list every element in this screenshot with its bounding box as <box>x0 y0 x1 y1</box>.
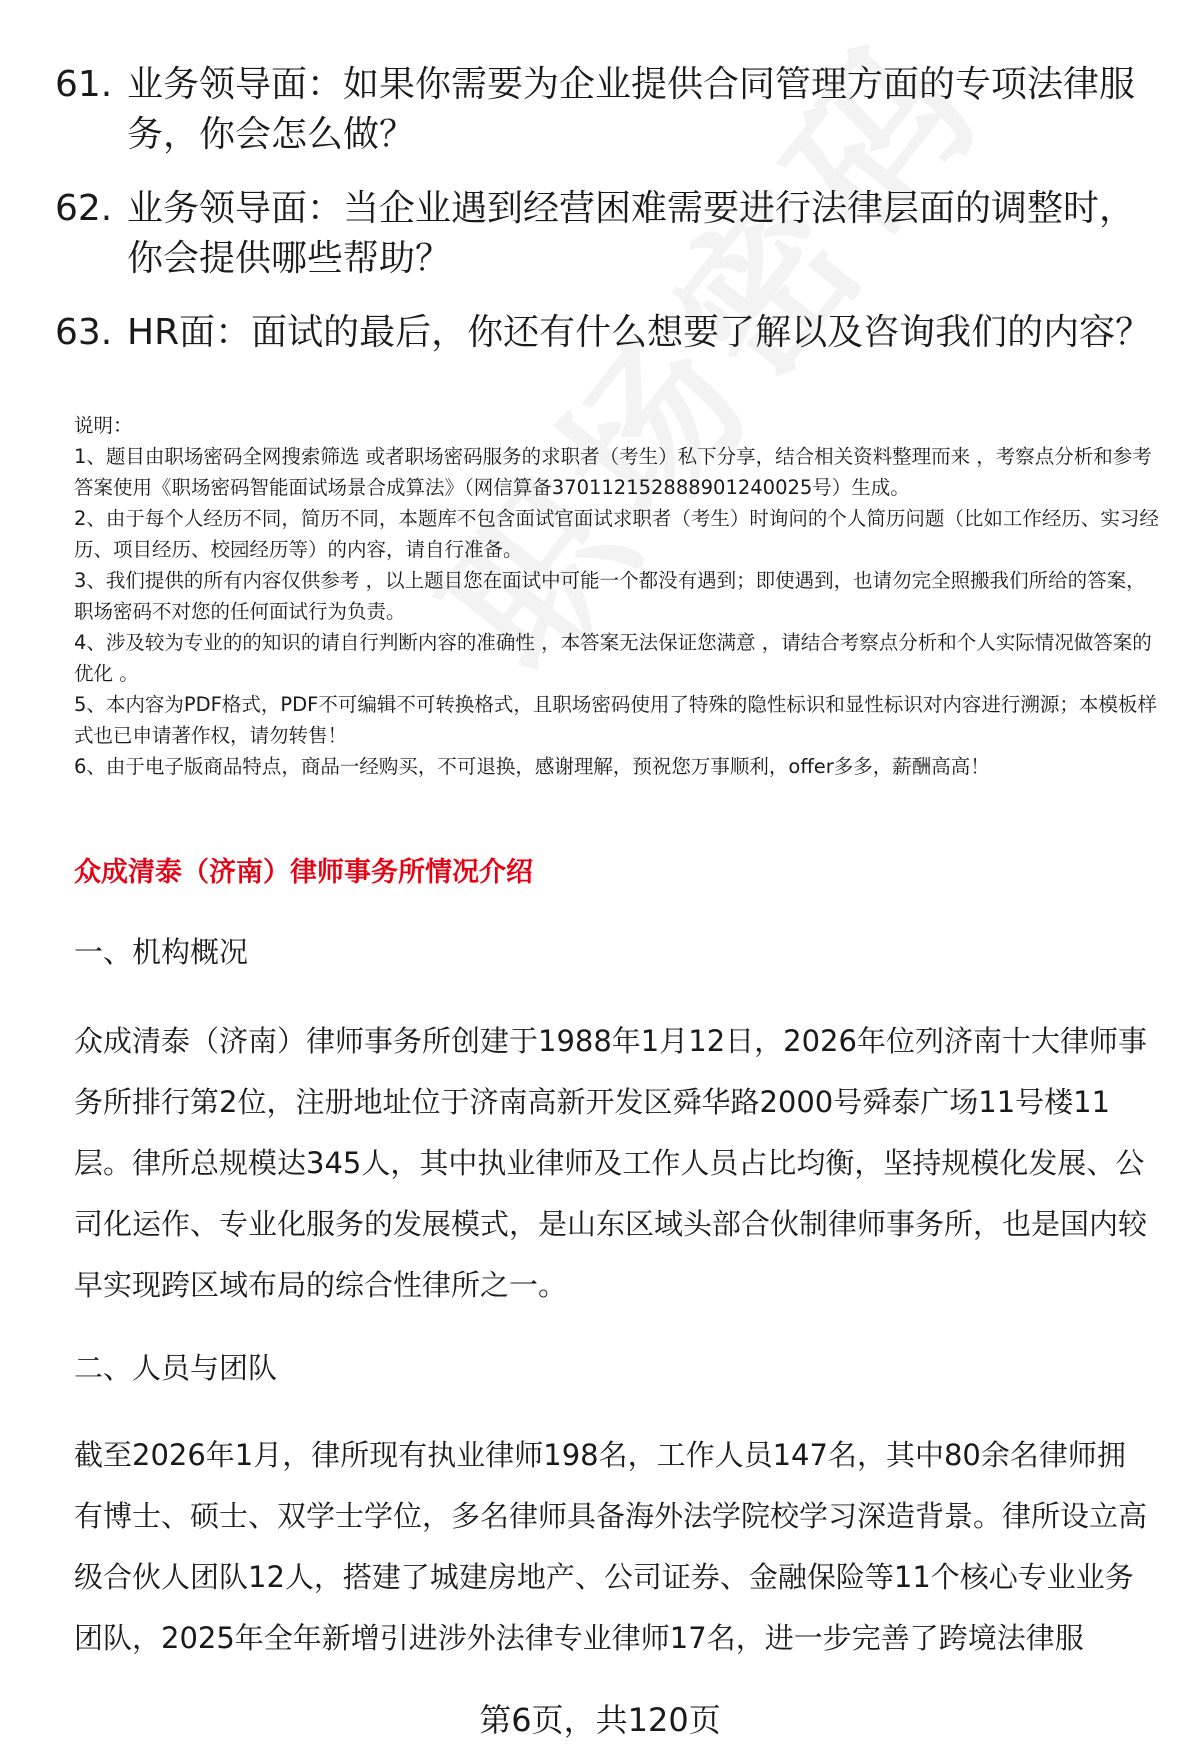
question-list <box>55 60 1155 382</box>
page-number: 第6页，共120页 <box>479 1701 721 1739</box>
note-item: 2、由于每个人经历不同，简历不同，本题库不包含面试官面试求职者（考生）时询问的个人简历问题（比如工作经历、实习经历、项目经历、校园经历等）的内容，请自行准备。 <box>74 507 1159 561</box>
question-item <box>55 60 1155 160</box>
question-number: 63. <box>55 312 113 353</box>
question-text: 业务领导面：如果你需要为企业提供合同管理方面的专项法律服务，你会怎么做？ <box>127 64 1136 155</box>
question-text: 业务领导面：当企业遇到经营困难需要进行法律层面的调整时，你会提供哪些帮助？ <box>127 188 1136 279</box>
question-number: 62. <box>55 188 113 229</box>
note-item: 3、我们提供的所有内容仅供参考 ，以上题目您在面试中可能一个都没有遇到；即使遇到，也请勿完全照搬我们所给的答案，职场密码不对您的任何面试行为负责。 <box>74 569 1146 623</box>
note-item: 4、涉及较为专业的的知识的请自行判断内容的准确性 ，本答案无法保证您满意 ，请结合考察点分析和个人实际情况做答案的优化 。 <box>74 631 1152 685</box>
section-heading-team: 二、人员与团队 <box>74 1351 278 1385</box>
question-item <box>55 184 1155 284</box>
question-item <box>55 308 1155 358</box>
note-item: 5、本内容为PDF格式，PDF不可编辑不可转换格式，且职场密码使用了特殊的隐性标识和显性标识对内容进行溯源；本模板样式也已申请著作权，请勿转售！ <box>74 693 1157 747</box>
section-body-team: 截至2026年1月，律所现有执业律师198名，工作人员147名，其中80余名律师拥有博士、硕士、双学士学位，多名律师具备海外法学院校学习深造背景。律所设立高级合伙人团队12人，搭建了城建房地产、公司证券、金融保险等11个核心专业业务团队，2025年全年新增引进涉外法律专业律师17名，进一步完善了跨境法律服 <box>74 1438 1148 1655</box>
question-text: HR面：面试的最后，你还有什么想要了解以及咨询我们的内容？ <box>127 312 1152 353</box>
notes-title: 说明： <box>74 414 133 437</box>
disclaimer-notes <box>74 410 1160 782</box>
section-body-overview: 众成清泰（济南）律师事务所创建于1988年1月12日，2026年位列济南十大律师事务所排行第2位，注册地址位于济南高新开发区舜华路2000号舜泰广场11号楼11层。律所总规模达345人，其中执业律师及工作人员占比均衡，坚持规模化发展、公司化运作、专业化服务的发展模式，是山东区域头部合伙制律师事务所，也是国内较早实现跨区域布局的综合性律所之一。 <box>74 1024 1148 1302</box>
question-number: 61. <box>55 64 113 105</box>
firm-intro-title: 众成清泰（济南）律师事务所情况介绍 <box>74 857 533 888</box>
note-item: 1、题目由职场密码全网搜索筛选 或者职场密码服务的求职者（考生）私下分享，结合相关资料整理而来 ，考察点分析和参考答案使用《职场密码智能面试场景合成算法》（网信算备370112152888901240025号）生成。 <box>74 445 1152 499</box>
note-item: 6、由于电子版商品特点，商品一经购买，不可退换，感谢理解，预祝您万事顺利，offer多多，薪酬高高！ <box>74 755 990 778</box>
section-heading-overview: 一、机构概况 <box>74 935 249 969</box>
